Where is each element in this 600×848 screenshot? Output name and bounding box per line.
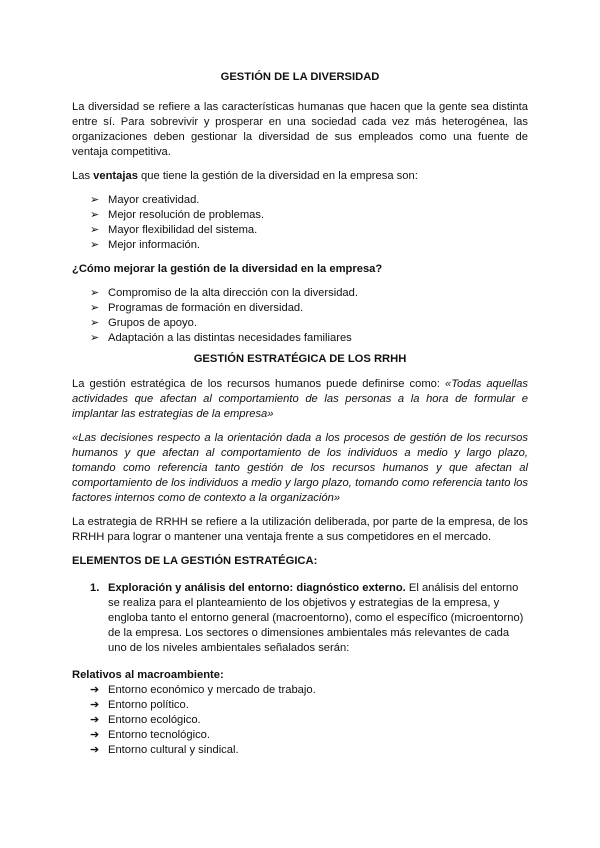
definition-quote: «Todas aquellas actividades que afectan al comportamiento de las personas a la hora de formular e implantar las estrategias de la empresa» xyxy=(72,378,529,420)
intro-paragraph: La diversidad se refiere a las características humanas que hacen que la gente sea distinta entre sí. Para sobrevivir y prosperar en una sociedad cada vez más heterogénea, las organizaciones deben gestionar la diversidad de sus empleados como una fuente de ventaja competitiva. xyxy=(72,101,528,158)
list-item: ➢ Compromiso de la alta dirección con la diversidad. xyxy=(90,287,358,299)
arrow-bullet-icon: ➔ xyxy=(90,714,100,726)
list-item: ➔ Entorno económico y mercado de trabajo. xyxy=(90,684,316,696)
list-item: ➔ Entorno ecológico. xyxy=(90,714,201,726)
arrowhead-bullet-icon: ➢ xyxy=(90,332,100,344)
list-item: ➢ Programas de formación en diversidad. xyxy=(90,302,304,314)
definition-paragraph: La gestión estratégica de los recursos humanos puede definirse como: «Todas aquellas actividades que afectan al comportamiento de las personas a la hora de formular e implantar las estrategias de la empresa» xyxy=(72,378,529,420)
mejorar-list xyxy=(72,286,528,346)
list-item: ➔ Entorno cultural y sindical. xyxy=(90,744,239,756)
item-body: El análisis del entorno se realiza para el planteamiento de los objetivos y estrategias de la empresa, y engloba tanto el entorno general (macroentorno), como el específico (microentorno) de la empresa. Los sectores o dimensiones ambientales más relevantes de cada uno de los niveles ambientales señalados serán: xyxy=(108,582,524,654)
arrow-bullet-icon: ➔ xyxy=(90,699,100,711)
item-number: 1. xyxy=(90,582,100,594)
list-item: ➢ Adaptación a las distintas necesidades familiares xyxy=(90,332,352,344)
arrowhead-bullet-icon: ➢ xyxy=(90,239,100,251)
arrowhead-bullet-icon: ➢ xyxy=(90,287,100,299)
ventajas-list xyxy=(72,193,528,253)
ventajas-keyword: ventajas xyxy=(93,170,138,182)
list-item: ➢ Mejor información. xyxy=(90,239,201,251)
arrowhead-bullet-icon: ➢ xyxy=(90,302,100,314)
document-page xyxy=(72,70,528,758)
arrow-bullet-icon: ➔ xyxy=(90,684,100,696)
decisions-quote: «Las decisiones respecto a la orientación dada a los procesos de gestión de los recursos humanos y que afectan al comportamiento de los individuos a medio y largo plazo, tomando como referencia tanto gestión de los recursos humanos y que afectan al comportamiento de los individuos a medio y largo plazo, tomando como referencia tanto los factores internos como de contexto a la organización» xyxy=(72,432,528,504)
list-item: ➢ Grupos de apoyo. xyxy=(90,317,197,329)
ventajas-intro: Las ventajas que tiene la gestión de la diversidad en la empresa son: xyxy=(72,170,418,182)
macro-title: Relativos al macroambiente: xyxy=(72,669,224,681)
arrowhead-bullet-icon: ➢ xyxy=(90,209,100,221)
arrow-bullet-icon: ➔ xyxy=(90,729,100,741)
section-title-diversidad: GESTIÓN DE LA DIVERSIDAD xyxy=(220,71,380,83)
list-item: ➔ Entorno tecnológico. xyxy=(90,729,210,741)
list-item: ➢ Mayor creatividad. xyxy=(90,194,200,206)
list-item: ➢ Mejor resolución de problemas. xyxy=(90,209,265,221)
section-title-elementos: ELEMENTOS DE LA GESTIÓN ESTRATÉGICA: xyxy=(72,555,318,567)
numbered-item-1 xyxy=(72,581,528,656)
list-item: ➢ Mayor flexibilidad del sistema. xyxy=(90,224,258,236)
list-item: ➔ Entorno político. xyxy=(90,699,189,711)
question-heading: ¿Cómo mejorar la gestión de la diversidad en la empresa? xyxy=(72,263,383,275)
section-title-rrhh: GESTIÓN ESTRATÉGICA DE LOS RRHH xyxy=(193,353,407,365)
macro-list xyxy=(72,683,528,758)
arrow-bullet-icon: ➔ xyxy=(90,744,100,756)
arrowhead-bullet-icon: ➢ xyxy=(90,317,100,329)
item-heading: Exploración y análisis del entorno: diagnóstico externo. xyxy=(108,582,406,594)
estrategia-paragraph: La estrategia de RRHH se refiere a la utilización deliberada, por parte de la empresa, de los RRHH para lograr o mantener una ventaja frente a sus competidores en el mercado. xyxy=(72,516,528,543)
arrowhead-bullet-icon: ➢ xyxy=(90,194,100,206)
arrowhead-bullet-icon: ➢ xyxy=(90,224,100,236)
